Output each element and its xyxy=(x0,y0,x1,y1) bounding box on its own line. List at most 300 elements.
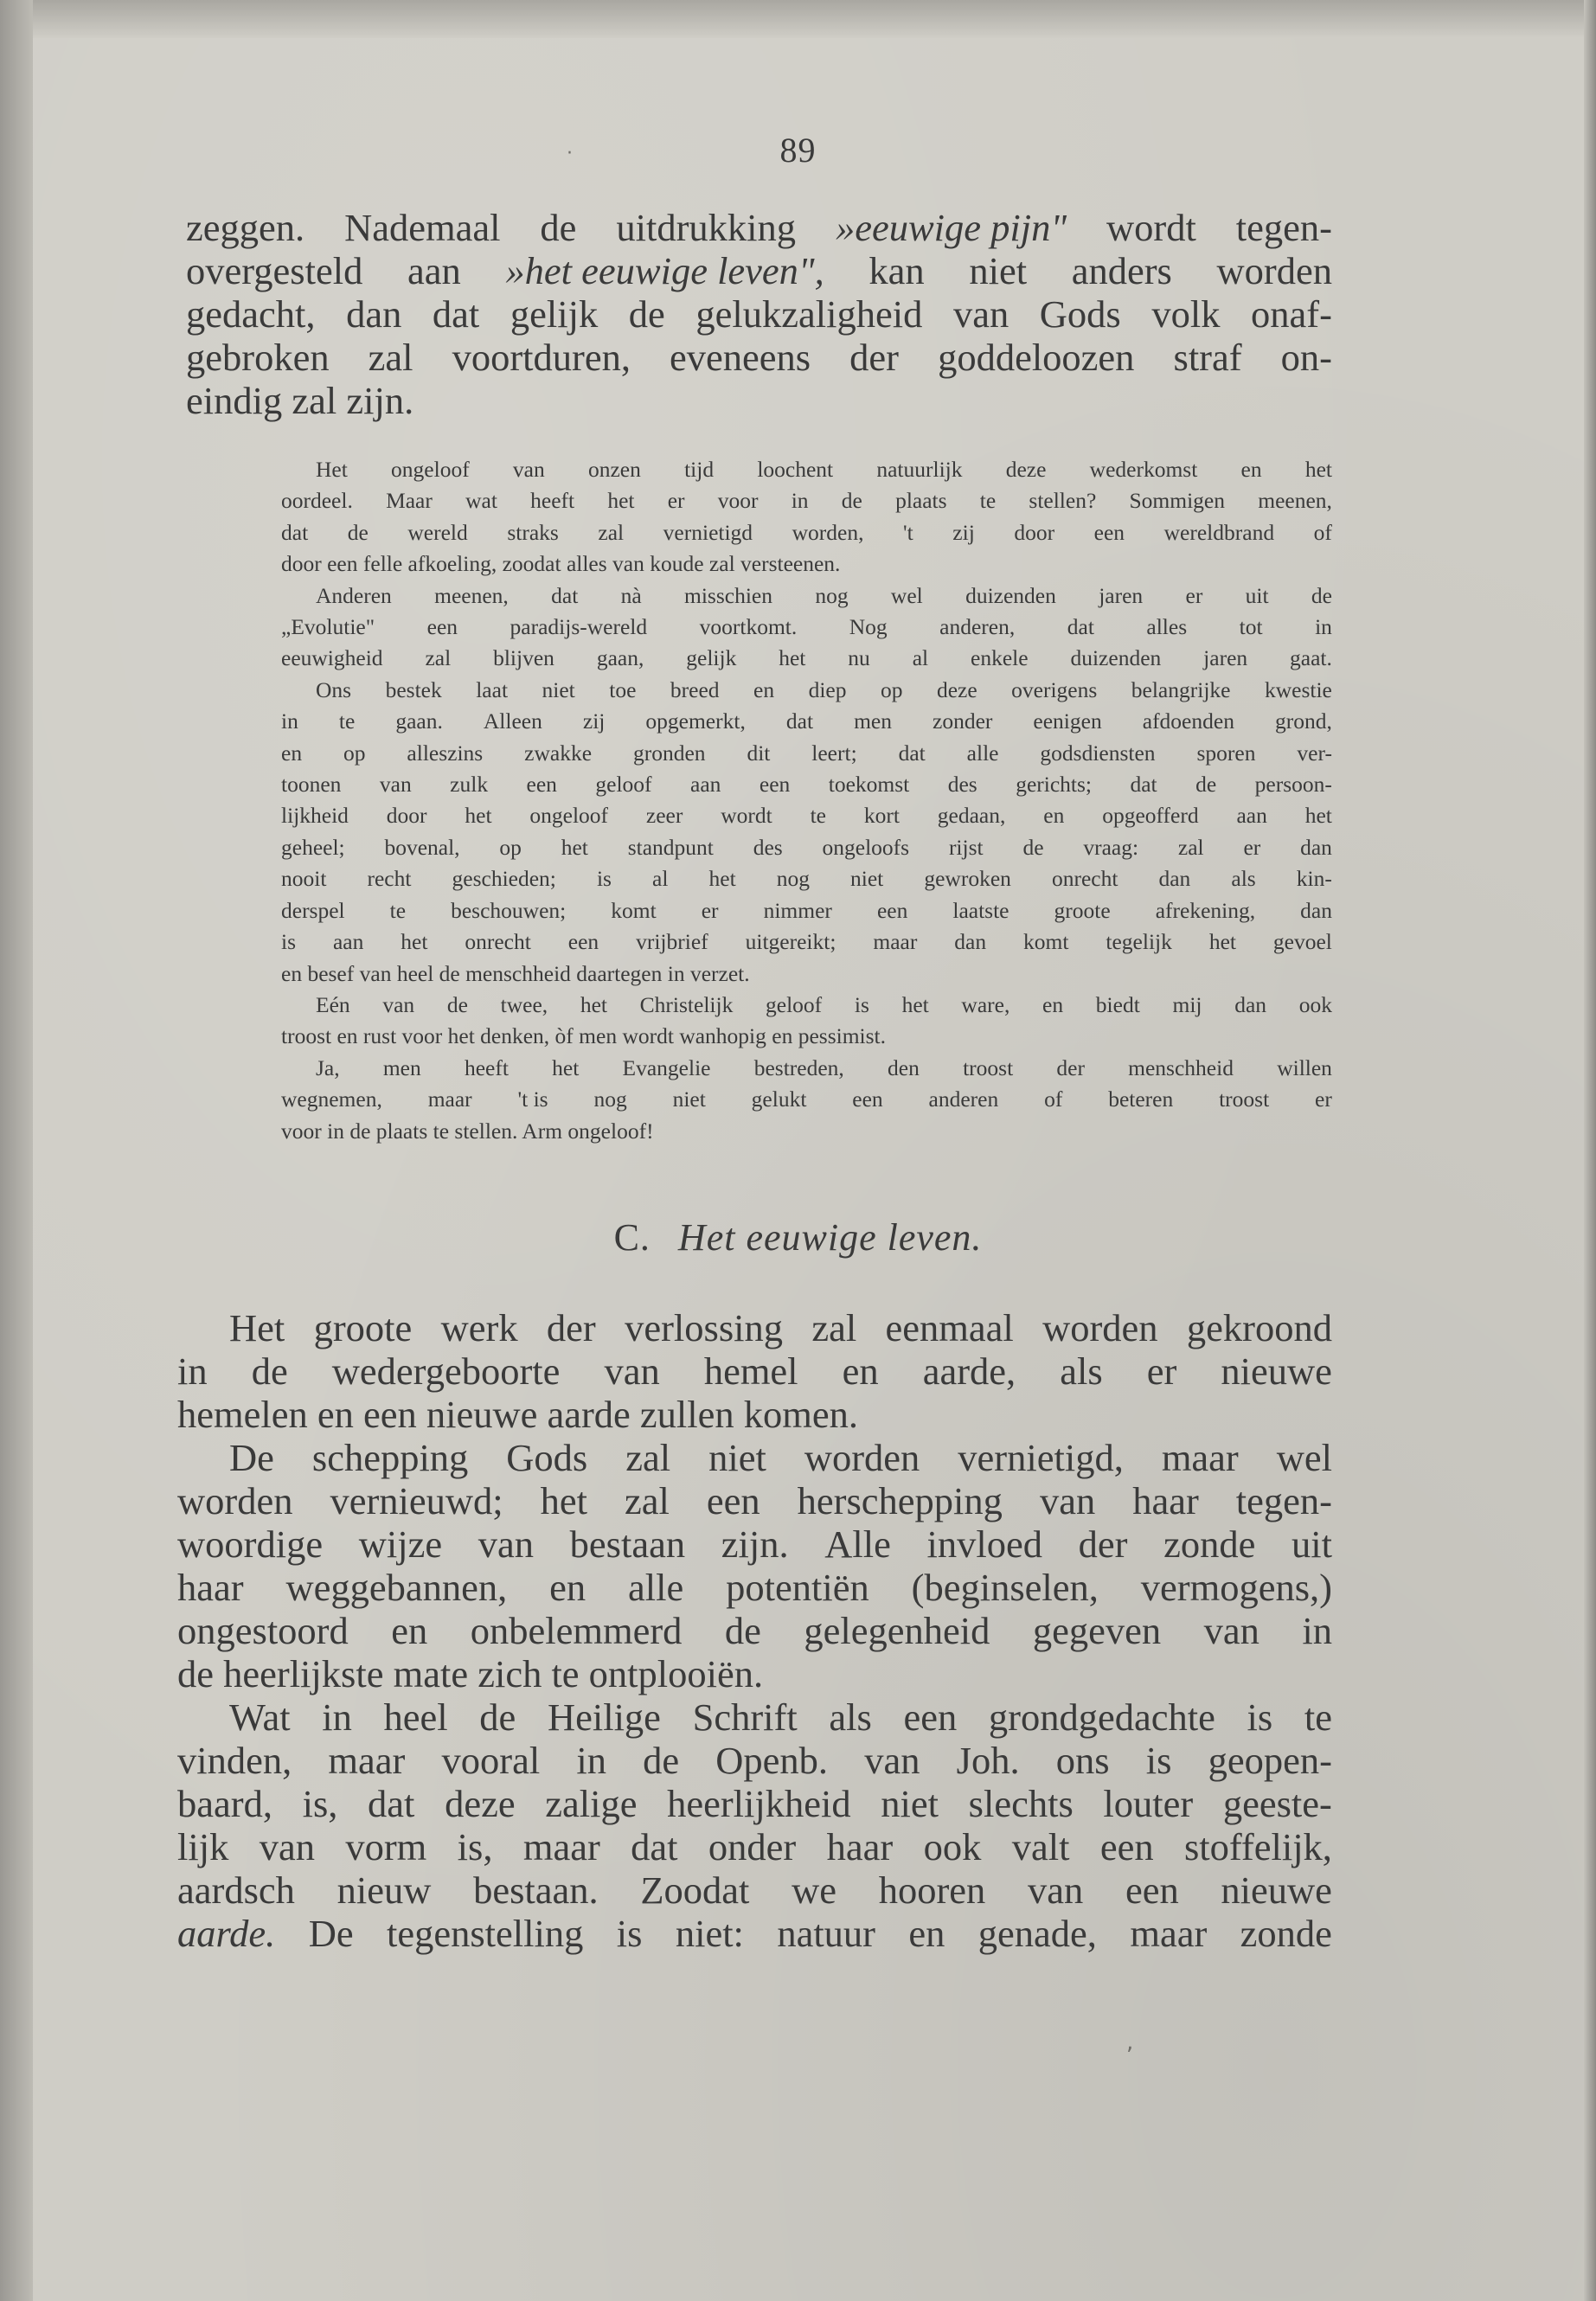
section-heading-title: Het eeuwige leven. xyxy=(677,1216,983,1259)
word: loochent xyxy=(757,457,834,482)
page-top-shadow xyxy=(0,0,1596,38)
word: Wat xyxy=(229,1695,291,1739)
word: deze xyxy=(936,676,977,702)
word: sporen xyxy=(1196,740,1256,766)
word: belangrijke xyxy=(1131,676,1231,702)
page-left-binding-shadow xyxy=(0,0,33,2301)
word: groote xyxy=(313,1306,413,1349)
text-line xyxy=(281,769,1332,800)
word: gelegenheid xyxy=(804,1609,990,1652)
word: bestaan. xyxy=(473,1868,599,1912)
word: niet xyxy=(881,1782,939,1825)
word: door xyxy=(1014,519,1055,545)
word: potentiën xyxy=(726,1566,869,1609)
word: zeggen. xyxy=(186,206,305,249)
text-line xyxy=(177,1912,1332,1955)
word: zal xyxy=(811,1306,857,1349)
word: tegen- xyxy=(1235,206,1332,249)
word: leert; xyxy=(811,740,857,766)
word: Nog xyxy=(849,614,888,640)
word: er xyxy=(1243,834,1261,860)
word: heerlijkheid xyxy=(667,1782,851,1825)
word: zwakke xyxy=(524,740,593,766)
word: bestaan xyxy=(569,1522,686,1566)
word: er xyxy=(1146,1349,1177,1393)
word: aarde, xyxy=(922,1349,1016,1393)
text-line xyxy=(177,1825,1332,1868)
word: haar xyxy=(177,1566,244,1609)
word: het xyxy=(540,1479,588,1522)
word: wijze xyxy=(358,1522,443,1566)
word: komt xyxy=(611,897,657,923)
word: zal xyxy=(425,645,452,671)
text-line xyxy=(281,643,1332,674)
word: een xyxy=(526,772,557,798)
word: vraag: xyxy=(1083,834,1139,860)
text-line xyxy=(177,1652,1332,1695)
word: de xyxy=(724,1609,761,1652)
word: stellen? xyxy=(1029,488,1097,514)
word: de xyxy=(1311,582,1332,608)
word: troost xyxy=(1219,1086,1270,1112)
word: te xyxy=(389,897,407,923)
word: breed xyxy=(670,676,720,702)
word: en xyxy=(549,1566,586,1609)
word: grond, xyxy=(1274,708,1332,734)
word: geheel; xyxy=(281,834,345,860)
word: zulk xyxy=(450,772,489,798)
word: en xyxy=(842,1349,879,1393)
word: heel xyxy=(383,1695,448,1739)
word: heeft xyxy=(530,488,575,514)
word: afrekening, xyxy=(1155,897,1256,923)
word: bestek xyxy=(385,676,442,702)
word: straf xyxy=(1173,336,1242,379)
word: toe xyxy=(609,676,637,702)
word: en besef van heel de menschheid daartegen in verzet. xyxy=(281,960,750,986)
word: voor xyxy=(717,488,759,514)
word: »het eeuwige leven", xyxy=(505,249,824,292)
word: het xyxy=(607,488,635,514)
word: onzen xyxy=(587,457,641,482)
word: gewroken xyxy=(924,866,1011,892)
word: gedacht, xyxy=(186,292,316,336)
word: in xyxy=(1302,1609,1332,1652)
word: een xyxy=(876,897,908,923)
word: zijn. xyxy=(721,1522,789,1566)
word: vermogens,) xyxy=(1140,1566,1332,1609)
word: oordeel. xyxy=(281,488,353,514)
word: De xyxy=(229,1436,274,1479)
word: en xyxy=(1043,803,1065,829)
word: onder xyxy=(708,1825,797,1868)
text-line xyxy=(177,1479,1332,1522)
word: van xyxy=(1027,1868,1084,1912)
word: geloof xyxy=(766,991,823,1017)
word: wel xyxy=(890,582,923,608)
word: en xyxy=(753,676,775,702)
word: eveneens xyxy=(670,336,811,379)
word: en xyxy=(908,1912,945,1955)
text-line xyxy=(186,379,1332,422)
text-line xyxy=(281,1084,1332,1115)
word: nog xyxy=(815,582,849,608)
word: 't xyxy=(903,519,913,545)
word: gaan, xyxy=(596,645,644,671)
word: volk xyxy=(1151,292,1221,336)
word: van xyxy=(1039,1479,1096,1522)
word: haar xyxy=(1132,1479,1199,1522)
text-line xyxy=(177,1393,1332,1436)
word: de xyxy=(1022,834,1044,860)
word: nog xyxy=(776,866,810,892)
word: het xyxy=(1304,803,1332,829)
word: woordige xyxy=(177,1522,324,1566)
word: bestreden, xyxy=(753,1054,844,1080)
word: onaf- xyxy=(1251,292,1332,336)
word: Evangelie xyxy=(622,1054,711,1080)
word: het xyxy=(1208,929,1236,955)
word: genade, xyxy=(977,1912,1097,1955)
word: worden xyxy=(1216,249,1332,292)
word: gaan. xyxy=(395,708,443,734)
word: voortduren, xyxy=(452,336,631,379)
word: uit xyxy=(1291,1522,1332,1566)
word: dan xyxy=(954,929,987,955)
word: enkele xyxy=(971,645,1029,671)
stray-mark: · xyxy=(567,143,573,164)
word: persoon- xyxy=(1254,772,1332,798)
word: misschien xyxy=(684,582,773,608)
word: afdoenden xyxy=(1142,708,1234,734)
word: geloof xyxy=(595,772,652,798)
word: ons xyxy=(1055,1739,1110,1782)
word: van xyxy=(259,1825,315,1868)
word: is, xyxy=(457,1825,493,1868)
word: beteren xyxy=(1108,1086,1174,1112)
page-number: 89 xyxy=(779,131,817,170)
word: gelijk xyxy=(686,645,737,671)
word: dat xyxy=(432,292,480,336)
word: vernietigd, xyxy=(958,1436,1124,1479)
word: Openb. xyxy=(715,1739,829,1782)
word: het xyxy=(552,1054,580,1080)
word: grondgedachte xyxy=(988,1695,1215,1739)
word: geopen- xyxy=(1208,1739,1332,1782)
word: op xyxy=(343,740,366,766)
word: nog xyxy=(593,1086,627,1112)
text-line xyxy=(281,517,1332,548)
word: dit xyxy=(747,740,771,766)
text-line xyxy=(281,926,1332,958)
word: rijst xyxy=(948,834,984,860)
text-line xyxy=(281,1021,1332,1052)
word: al xyxy=(652,866,669,892)
word: Zoodat xyxy=(640,1868,750,1912)
word: Ja, xyxy=(316,1054,340,1080)
word: den xyxy=(888,1054,920,1080)
word: vinden, xyxy=(177,1739,292,1782)
text-line xyxy=(177,1695,1332,1739)
word: tegen- xyxy=(1235,1479,1332,1522)
word: anderen, xyxy=(939,614,1016,640)
word: in xyxy=(322,1695,352,1739)
word: maar xyxy=(1161,1436,1239,1479)
word: het xyxy=(465,803,492,829)
text-line xyxy=(281,958,1332,990)
word: men xyxy=(382,1054,421,1080)
word: Gods xyxy=(1039,292,1121,336)
word: opgeofferd xyxy=(1102,803,1199,829)
word: lijkheid xyxy=(281,803,349,829)
word: er xyxy=(701,897,719,923)
word: en xyxy=(1240,457,1262,482)
section-heading-label: C. xyxy=(613,1216,651,1259)
word: troost xyxy=(963,1054,1014,1080)
word: wel xyxy=(1276,1436,1332,1479)
word: meenen, xyxy=(1258,488,1332,514)
word: vernietigd xyxy=(663,519,753,545)
word: louter xyxy=(1103,1782,1194,1825)
word: Eén xyxy=(316,991,350,1017)
word: wordt xyxy=(1106,206,1196,249)
word: herschepping xyxy=(797,1479,1003,1522)
word: „Evolutie" xyxy=(281,614,375,640)
word: maar xyxy=(873,929,918,955)
word: Anderen xyxy=(316,582,392,608)
word: Ons xyxy=(316,676,352,702)
word: Christelijk xyxy=(639,991,734,1017)
word: tijd xyxy=(684,457,715,482)
word: dat xyxy=(1130,772,1157,798)
word: Het xyxy=(229,1306,285,1349)
word: van xyxy=(864,1739,920,1782)
word: er xyxy=(667,488,685,514)
word: geeste- xyxy=(1222,1782,1332,1825)
word: invloed xyxy=(926,1522,1042,1566)
word: van xyxy=(478,1522,534,1566)
word: aan xyxy=(1236,803,1267,829)
word: komt xyxy=(1023,929,1069,955)
word: maar xyxy=(1130,1912,1208,1955)
text-line xyxy=(281,832,1332,863)
word: alle xyxy=(628,1566,684,1609)
word: dat xyxy=(898,740,926,766)
word: gelijk xyxy=(510,292,599,336)
word: eeuwigheid xyxy=(281,645,383,671)
word: zal xyxy=(368,336,413,379)
word: uit xyxy=(1245,582,1269,608)
word: nieuwe xyxy=(1221,1868,1332,1912)
word: verlossing xyxy=(625,1306,783,1349)
word: wereldbrand xyxy=(1163,519,1275,545)
word: van xyxy=(512,457,545,482)
word: paradijs-wereld xyxy=(510,614,648,640)
word: derspel xyxy=(281,897,345,923)
word: nieuw xyxy=(337,1868,432,1912)
word: de xyxy=(540,206,577,249)
word: De xyxy=(308,1912,354,1955)
word: ver- xyxy=(1297,740,1332,766)
word: als xyxy=(1060,1349,1103,1393)
word: het xyxy=(401,929,428,955)
text-line xyxy=(177,1566,1332,1609)
text-line xyxy=(281,454,1332,485)
word: wedergeboorte xyxy=(331,1349,561,1393)
word: gronden xyxy=(632,740,706,766)
word: dat xyxy=(785,708,814,734)
word: Alleen xyxy=(483,708,542,734)
word: »eeuwige pijn" xyxy=(835,206,1067,249)
word: en xyxy=(391,1609,428,1652)
word: baard, xyxy=(177,1782,272,1825)
text-line xyxy=(281,548,1332,580)
word: niet xyxy=(969,249,1028,292)
word: duizenden xyxy=(1070,645,1162,671)
word: des xyxy=(753,834,783,860)
word: deze xyxy=(1005,457,1047,482)
text-line xyxy=(281,1116,1332,1147)
word: menschheid xyxy=(1128,1054,1234,1080)
word: zalige xyxy=(545,1782,638,1825)
word: kort xyxy=(863,803,900,829)
word: in xyxy=(1315,614,1332,640)
word: gedaan, xyxy=(937,803,1006,829)
word: Sommigen xyxy=(1129,488,1226,514)
word: er xyxy=(1185,582,1203,608)
word: van xyxy=(952,292,1010,336)
word: overigens xyxy=(1011,676,1098,702)
word: onrecht xyxy=(465,929,531,955)
word: ongeloof xyxy=(391,457,470,482)
text-line xyxy=(281,990,1332,1021)
word: des xyxy=(947,772,977,798)
word: door xyxy=(386,803,427,829)
word: vooral xyxy=(441,1739,541,1782)
text-line xyxy=(177,1739,1332,1782)
word: niet xyxy=(542,676,575,702)
word: wederkomst xyxy=(1089,457,1198,482)
word: zal xyxy=(625,1436,671,1479)
word: ongeloof xyxy=(529,803,609,829)
word: het xyxy=(561,834,588,860)
word: zal xyxy=(625,1479,670,1522)
word: is xyxy=(1247,1695,1273,1739)
word: of xyxy=(1044,1086,1063,1112)
word: van xyxy=(1203,1609,1259,1652)
text-line xyxy=(281,485,1332,516)
word: weggebannen, xyxy=(285,1566,508,1609)
word: onrecht xyxy=(1051,866,1118,892)
word: mij xyxy=(1172,991,1202,1017)
word: plaats xyxy=(895,488,947,514)
word: goddeloozen xyxy=(938,336,1135,379)
word: de xyxy=(446,991,468,1017)
word: in xyxy=(281,708,298,734)
word: Gods xyxy=(506,1436,588,1479)
word: geschieden; xyxy=(452,866,556,892)
word: jaren xyxy=(1099,582,1144,608)
word: Joh. xyxy=(956,1739,1020,1782)
word: natuurlijk xyxy=(876,457,963,482)
word: on- xyxy=(1280,336,1332,379)
word: in xyxy=(177,1349,208,1393)
word: 't is xyxy=(517,1086,548,1112)
word: kin- xyxy=(1296,866,1332,892)
word: dat xyxy=(1067,614,1094,640)
word: hooren xyxy=(878,1868,986,1912)
word: heeft xyxy=(464,1054,509,1080)
word: in xyxy=(576,1739,606,1782)
text-line xyxy=(186,249,1332,292)
section-heading xyxy=(0,1215,1596,1259)
word: tot xyxy=(1239,614,1263,640)
text-line xyxy=(281,895,1332,926)
word: der xyxy=(849,336,899,379)
word: we xyxy=(792,1868,836,1912)
word: ook xyxy=(1298,991,1332,1017)
word: de xyxy=(1195,772,1217,798)
word: worden xyxy=(804,1436,920,1479)
text-line xyxy=(177,1349,1332,1393)
word: van xyxy=(379,772,412,798)
word: dan xyxy=(346,292,402,336)
word: een xyxy=(1099,1825,1154,1868)
word: dan xyxy=(1300,897,1332,923)
word: kan xyxy=(869,249,925,292)
word: niet xyxy=(850,866,884,892)
word: Het xyxy=(316,457,348,482)
text-line xyxy=(186,336,1332,379)
word: (beginselen, xyxy=(911,1566,1099,1609)
word: dan xyxy=(1158,866,1191,892)
word: het xyxy=(708,866,736,892)
word: biedt xyxy=(1095,991,1140,1017)
word: een xyxy=(706,1479,760,1522)
word: dan xyxy=(1300,834,1332,860)
word: gaat. xyxy=(1290,645,1332,671)
word: worden, xyxy=(792,519,864,545)
word: zonde xyxy=(1240,1912,1332,1955)
word: gelukzaligheid xyxy=(695,292,923,336)
text-line xyxy=(281,580,1332,612)
word: jaren xyxy=(1203,645,1248,671)
word: te xyxy=(979,488,997,514)
word: de heerlijkste mate zich te ontplooiën. xyxy=(177,1652,764,1695)
word: duizenden xyxy=(965,582,1056,608)
word: dat xyxy=(631,1825,678,1868)
word: is xyxy=(616,1912,643,1955)
word: twee, xyxy=(500,991,548,1017)
word: tegelijk xyxy=(1106,929,1172,955)
word: voortkomt. xyxy=(699,614,798,640)
word: alleszins xyxy=(407,740,484,766)
word: voor in de plaats te stellen. Arm ongeloof! xyxy=(281,1118,654,1144)
word: eenmaal xyxy=(885,1306,1014,1349)
word: is xyxy=(854,991,869,1017)
word: zij xyxy=(952,519,975,545)
word: schepping xyxy=(311,1436,469,1479)
word: der xyxy=(1056,1054,1085,1080)
word: valt xyxy=(1011,1825,1070,1868)
word: dat xyxy=(551,582,579,608)
word: aan xyxy=(407,249,461,292)
page-right-edge-shadow xyxy=(1584,0,1596,2301)
word: van xyxy=(604,1349,660,1393)
text-line xyxy=(177,1436,1332,1479)
word: standpunt xyxy=(627,834,714,860)
word: toekomst xyxy=(828,772,910,798)
